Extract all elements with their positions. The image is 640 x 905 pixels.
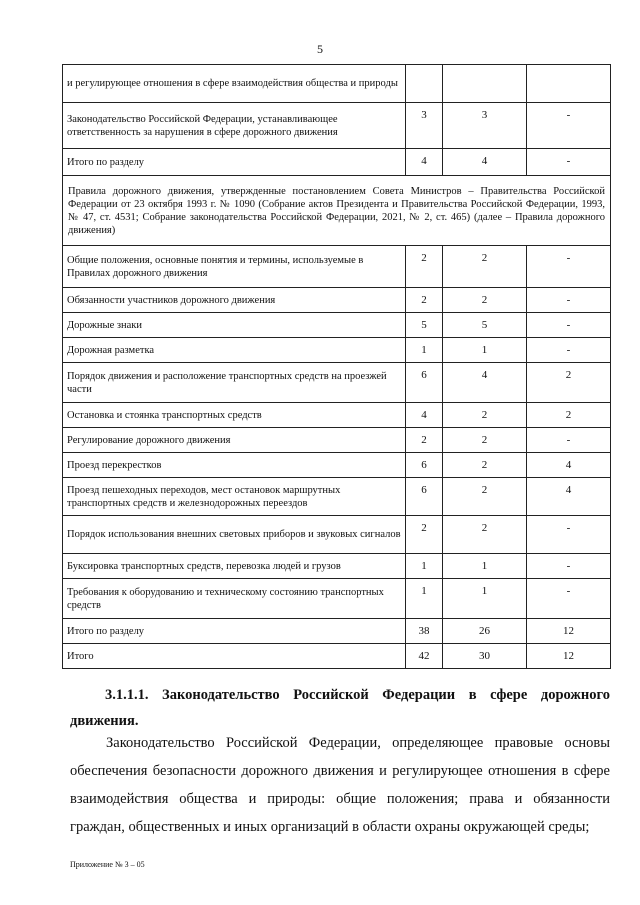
section-title-word: в	[468, 687, 477, 703]
value-cell-c1: 4	[406, 149, 443, 176]
value-cell-c1: 2	[406, 288, 443, 313]
value-cell-c2: 1	[443, 579, 527, 619]
value-cell-c2: 3	[443, 103, 527, 149]
table-row	[63, 428, 611, 453]
row-label-cell: Требования к оборудованию и техническому состоянию транспортных средств	[63, 579, 406, 619]
value-cell-c3: -	[527, 149, 611, 176]
value-cell-c2: 4	[443, 149, 527, 176]
row-label-cell: Итого	[63, 644, 406, 669]
footer-note: Приложение № 3 – 05	[70, 860, 145, 869]
value-cell-c1: 1	[406, 338, 443, 363]
table-row	[63, 288, 611, 313]
row-label-cell: Регулирование дорожного движения	[63, 428, 406, 453]
value-cell-c1	[406, 65, 443, 103]
section-title-word: сфере	[490, 687, 528, 703]
value-cell-c3: 2	[527, 403, 611, 428]
row-label-cell: Общие положения, основные понятия и термины, используемые в Правилах дорожного движения	[63, 246, 406, 288]
table-row	[63, 554, 611, 579]
row-label-cell: Законодательство Российской Федерации, устанавливающее ответственность за нарушения в сфере дорожного движения	[63, 103, 406, 149]
value-cell-c2: 2	[443, 428, 527, 453]
table-row	[63, 579, 611, 619]
value-cell-c1: 42	[406, 644, 443, 669]
value-cell-c1: 3	[406, 103, 443, 149]
row-label-cell: Порядок движения и расположение транспортных средств на проезжей части	[63, 363, 406, 403]
table-row	[63, 103, 611, 149]
table-row	[63, 644, 611, 669]
row-label-cell: Итого по разделу	[63, 619, 406, 644]
value-cell-c3: 12	[527, 644, 611, 669]
table-row	[63, 246, 611, 288]
value-cell-c3: 4	[527, 478, 611, 516]
table-row	[63, 619, 611, 644]
value-cell-c2: 4	[443, 363, 527, 403]
value-cell-c1: 6	[406, 363, 443, 403]
table-row	[63, 478, 611, 516]
value-cell-c3: 2	[527, 363, 611, 403]
page-number: 5	[317, 42, 323, 56]
value-cell-c3	[527, 65, 611, 103]
section-heading	[70, 682, 610, 735]
row-label-cell: Буксировка транспортных средств, перевозка людей и грузов	[63, 554, 406, 579]
value-cell-c1: 2	[406, 428, 443, 453]
value-cell-c3: -	[527, 313, 611, 338]
table-row	[63, 338, 611, 363]
section-title-word: Законодательство	[162, 687, 280, 703]
row-label-cell: Итого по разделу	[63, 149, 406, 176]
value-cell-c1: 4	[406, 403, 443, 428]
value-cell-c1: 6	[406, 453, 443, 478]
row-label-cell: Обязанности участников дорожного движения	[63, 288, 406, 313]
table-row	[63, 453, 611, 478]
value-cell-c2: 30	[443, 644, 527, 669]
value-cell-c1: 1	[406, 579, 443, 619]
table-row	[63, 363, 611, 403]
value-cell-c1: 5	[406, 313, 443, 338]
body-paragraph: Законодательство Российской Федерации, определяющее правовые основы обеспечения безопасности дорожного движения и регулирующее отношения в сфере взаимодействия общества и природы: общие положения; права и обязанности граждан, общественных и иных организаций в области охраны окружающей среды;	[70, 735, 610, 835]
value-cell-c2: 2	[443, 403, 527, 428]
section-title-word: Федерации	[382, 687, 456, 703]
table-row	[63, 65, 611, 103]
section-title-word: Российской	[293, 687, 369, 703]
value-cell-c3: -	[527, 428, 611, 453]
table-section-row	[63, 176, 611, 246]
row-label-cell: и регулирующее отношения в сфере взаимодействия общества и природы	[63, 65, 406, 103]
value-cell-c3: 12	[527, 619, 611, 644]
value-cell-c2: 1	[443, 554, 527, 579]
value-cell-c2: 1	[443, 338, 527, 363]
section-title-word: дорожного	[540, 687, 610, 703]
value-cell-c3: -	[527, 246, 611, 288]
row-label-cell: Порядок использования внешних световых приборов и звуковых сигналов	[63, 516, 406, 554]
value-cell-c1: 1	[406, 554, 443, 579]
value-cell-c3: -	[527, 554, 611, 579]
value-cell-c2: 2	[443, 246, 527, 288]
table-row	[63, 149, 611, 176]
table-row	[63, 313, 611, 338]
curriculum-table	[62, 64, 611, 669]
value-cell-c3: -	[527, 288, 611, 313]
value-cell-c2: 26	[443, 619, 527, 644]
value-cell-c1: 2	[406, 246, 443, 288]
value-cell-c2: 2	[443, 453, 527, 478]
table-row	[63, 516, 611, 554]
row-label-cell: Остановка и стоянка транспортных средств	[63, 403, 406, 428]
value-cell-c2	[443, 65, 527, 103]
row-label-cell: Дорожные знаки	[63, 313, 406, 338]
value-cell-c2: 2	[443, 516, 527, 554]
section-heading-line	[70, 682, 610, 709]
value-cell-c3: 4	[527, 453, 611, 478]
section-heading-end: движения.	[70, 713, 139, 729]
value-cell-c3: -	[527, 338, 611, 363]
value-cell-c3: -	[527, 103, 611, 149]
value-cell-c2: 2	[443, 288, 527, 313]
value-cell-c1: 38	[406, 619, 443, 644]
value-cell-c2: 2	[443, 478, 527, 516]
value-cell-c3: -	[527, 516, 611, 554]
value-cell-c2: 5	[443, 313, 527, 338]
value-cell-c3: -	[527, 579, 611, 619]
section-number: 3.1.1.1.	[105, 687, 149, 703]
value-cell-c1: 6	[406, 478, 443, 516]
row-label-cell: Проезд перекрестков	[63, 453, 406, 478]
section-title-cell: Правила дорожного движения, утвержденные постановлением Совета Министров – Правительства Российской Федерации от 23 октября 1993 г. № 1090 (Собрание актов Президента и Правительства Российской Федерации, 1993, № 47, ст. 4531; Собрание законодательства Российской Федерации, 2021, № 2, ст. 465) (далее – Правила дорожного движения)	[63, 176, 611, 246]
table-row	[63, 403, 611, 428]
row-label-cell: Проезд пешеходных переходов, мест остановок маршрутных транспортных средств и железнодорожных переездов	[63, 478, 406, 516]
value-cell-c1: 2	[406, 516, 443, 554]
row-label-cell: Дорожная разметка	[63, 338, 406, 363]
